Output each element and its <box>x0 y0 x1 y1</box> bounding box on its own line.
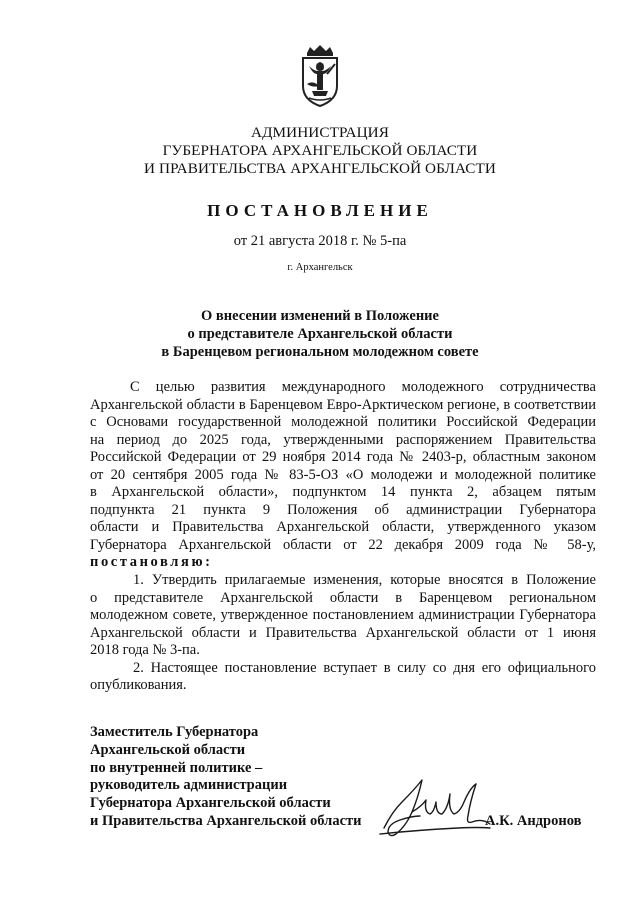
document-title-line-1: О внесении изменений в Положение <box>201 308 439 324</box>
preamble-line: подпункта 21 пункта 9 Положения об администрации Губернатора <box>90 501 596 518</box>
signatory-position-line: Заместитель Губернатора <box>90 724 259 740</box>
preamble-line: области и Правительства Архангельской области, утвержденного указом <box>90 519 596 536</box>
document-type: ПОСТАНОВЛЕНИЕ <box>207 201 433 220</box>
item-1-line: 2018 года № 3-па. <box>90 642 200 659</box>
org-name-line-1: АДМИНИСТРАЦИЯ <box>251 124 389 141</box>
org-name-line-3: И ПРАВИТЕЛЬСТВА АРХАНГЕЛЬСКОЙ ОБЛАСТИ <box>144 160 496 177</box>
item-1-line: молодежном совете, утвержденное постановлением администрации Губернатора <box>90 607 596 624</box>
preamble-line: С целью развития международного молодежного сотрудничества <box>130 379 596 395</box>
document-title-line-3: в Баренцевом региональном молодежном совете <box>161 344 479 360</box>
preamble-line: Российской Федерации от 29 ноября 2014 года № 2403-р, областным законом <box>90 449 596 466</box>
document-city: г. Архангельск <box>287 262 353 273</box>
signatory-position-line: Архангельской области <box>90 741 246 758</box>
preamble-line: на период до 2025 года, утвержденными распоряжением Правительства <box>90 431 596 448</box>
document-date-number: от 21 августа 2018 г. № 5-па <box>233 233 407 249</box>
item-1-line: 1. Утвердить прилагаемые изменения, которые вносятся в Положение <box>133 572 596 589</box>
signatory-name: А.К. Андронов <box>485 813 582 829</box>
signatory-position-line: и Правительства Архангельской области <box>90 812 362 829</box>
preamble-line: Архангельской области в Баренцевом Евро-Арктическом регионе, в соответствии <box>90 396 596 413</box>
item-2-line: опубликования. <box>90 677 187 694</box>
signatory-position-line: по внутренней политике – <box>90 759 263 776</box>
decree-colon: : <box>205 554 210 571</box>
preamble-line: с Основами государственной молодежной политики Российской Федерации <box>90 414 596 431</box>
signatory-position-line: Губернатора Архангельской области <box>90 795 331 812</box>
coat-of-arms-icon <box>299 44 341 108</box>
document-body <box>90 379 596 695</box>
decree-line <box>90 554 596 572</box>
org-name-line-2: ГУБЕРНАТОРА АРХАНГЕЛЬСКОЙ ОБЛАСТИ <box>162 142 478 159</box>
signatory-position <box>90 724 390 831</box>
signatory-position-line: руководитель администрации <box>90 777 288 794</box>
decree-word: постановляю <box>90 554 206 571</box>
handwritten-signature-icon <box>378 772 493 842</box>
item-1-line: Архангельской области и Правительства Архангельской области от 1 июня <box>90 624 596 641</box>
document-title-line-2: о представителе Архангельской области <box>187 326 453 342</box>
preamble-line: в Архангельской области», подпунктом 14 пункта 2, абзацем пятым <box>90 484 596 501</box>
preamble-line: Губернатора Архангельской области от 22 декабря 2009 года № 58-у, <box>90 536 596 553</box>
preamble-line: от 20 сентября 2005 года № 83-5-ОЗ «О молодежи и молодежной политике <box>90 466 596 483</box>
item-2-line: 2. Настоящее постановление вступает в силу со дня его официального <box>133 659 596 676</box>
item-1-line: о представителе Архангельской области в Баренцевом региональном <box>90 589 596 606</box>
